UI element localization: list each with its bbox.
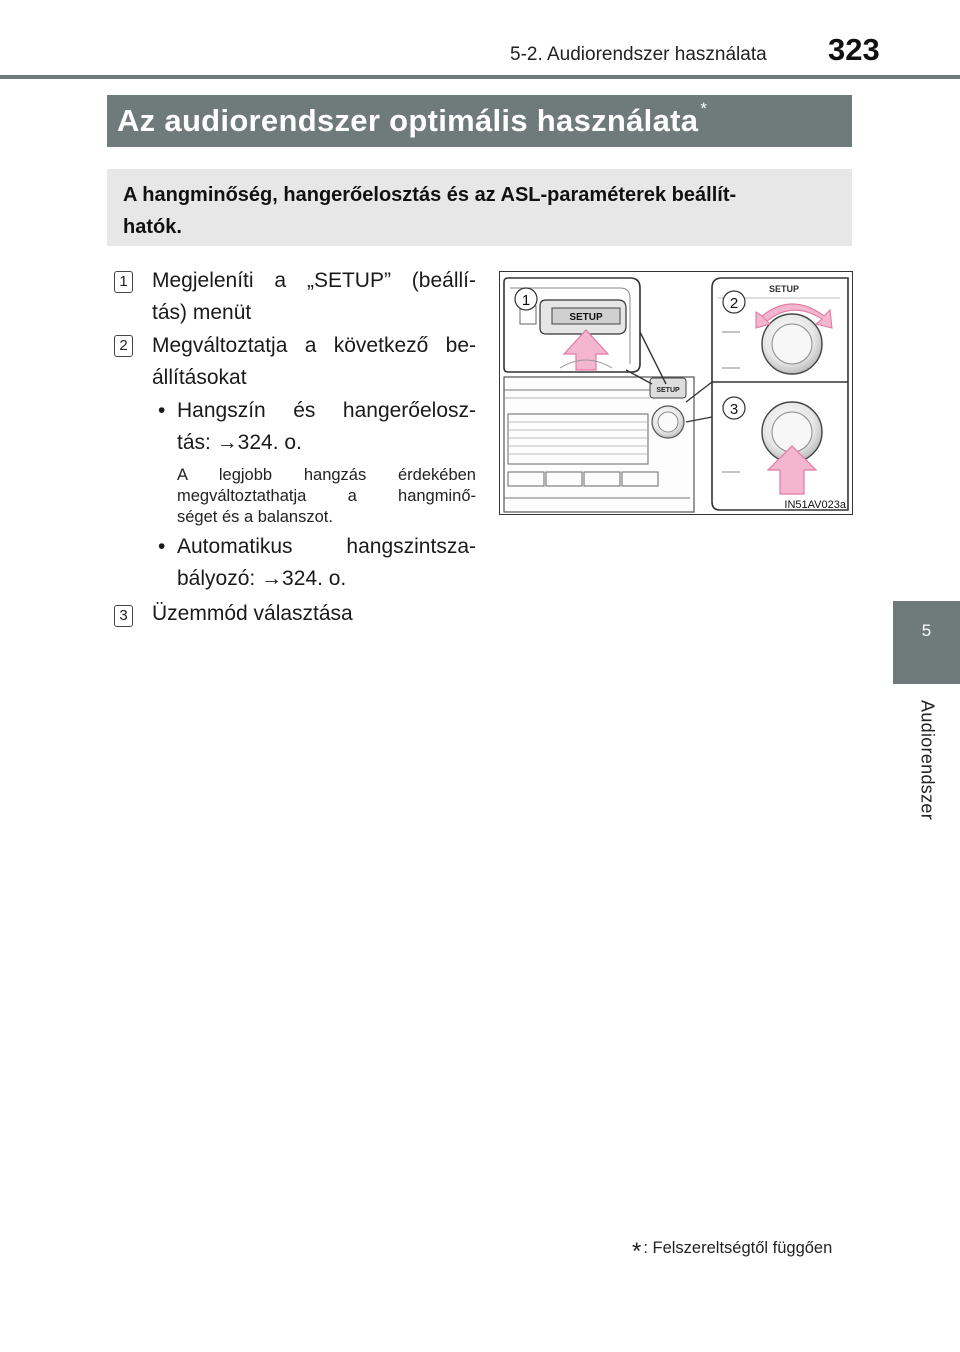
setup-button-label: SETUP [569, 312, 603, 323]
header-rule [0, 75, 960, 79]
svg-text:3: 3 [729, 401, 739, 418]
chapter-number: 5 [921, 621, 932, 640]
small-setup-label: SETUP [656, 387, 680, 394]
page-title [107, 95, 852, 147]
bullet-2-line-2: bályozó: →324. o. [177, 567, 347, 590]
note-line-2: megváltoztathatja a hangminő- [177, 487, 476, 505]
note-line-3: séget és a balanszot. [177, 508, 333, 526]
chapter-label: Audiorendszer [917, 700, 938, 820]
svg-text:1: 1 [521, 292, 531, 309]
item-2-line-2: állításokat [152, 366, 247, 389]
audio-panel-illustration [500, 272, 852, 514]
footnote [632, 1238, 832, 1266]
item-2-line-1: Megváltoztatja a következő be- [152, 334, 476, 357]
asterisk-mark: * [700, 98, 708, 118]
item-number-1: 1 [114, 271, 133, 293]
bullet-dot: • [158, 535, 166, 558]
summary-box [107, 169, 852, 246]
item-1-line-1: Megjeleníti a „SETUP” (beállí- [152, 269, 476, 292]
bullet-1-line-1: Hangszín és hangerőelosz- [177, 399, 476, 422]
callout-1 [515, 288, 537, 310]
bullet-1-line-2: tás: →324. o. [177, 431, 302, 454]
page-number: 323 [828, 32, 880, 67]
bullet-2-line-1: Automatikus hangszintsza- [177, 535, 476, 558]
callout-3 [723, 397, 745, 419]
summary-line-1: A hangminőség, hangerőelosztás és az ASL-paraméterek beállít- [123, 184, 737, 206]
audio-panel-figure [499, 271, 853, 515]
bullet-dot: • [158, 399, 166, 422]
callout-2 [723, 291, 745, 313]
svg-text:2: 2 [729, 295, 739, 312]
head-unit [504, 377, 694, 512]
page-title-text: Az audiorendszer optimális használata [117, 103, 699, 138]
asterisk-icon: * [632, 1238, 642, 1265]
figure-code: IN51AV023a [784, 499, 846, 511]
note-line-1: A legjobb hangzás érdekében [177, 466, 476, 484]
item-number-2: 2 [114, 335, 133, 357]
knob-setup-label: SETUP [768, 284, 800, 294]
footnote-text: : Felszereltségtől függően [643, 1239, 833, 1257]
section-title: 5-2. Audiorendszer használata [510, 44, 767, 65]
chapter-tab [893, 601, 960, 684]
item-number-3: 3 [114, 605, 133, 627]
item-3-line-1: Üzemmód választása [152, 602, 353, 625]
summary-line-2: hatók. [123, 216, 182, 238]
item-1-line-2: tás) menüt [152, 301, 252, 324]
